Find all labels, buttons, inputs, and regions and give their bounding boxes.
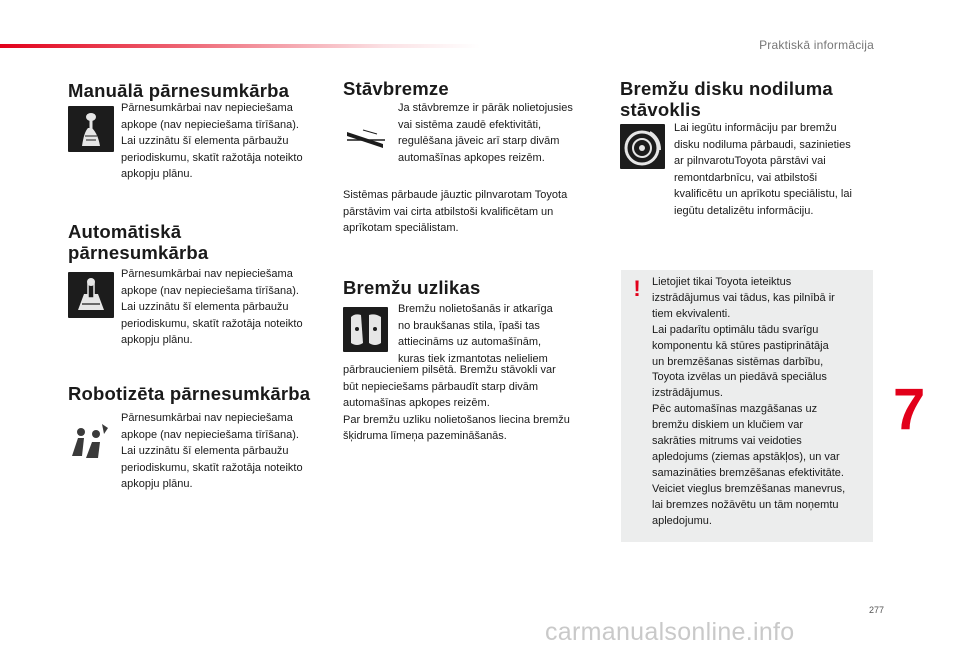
title-line: Bremžu disku nodiluma bbox=[620, 78, 833, 99]
text-line: periodiskumu, skatīt ražotāja noteikto bbox=[121, 461, 303, 474]
text-line: apledojumu. bbox=[652, 514, 712, 527]
text-line: apkope (nav nepieciešama tīrīšana). bbox=[121, 428, 299, 441]
text-line: Bremžu nolietošanās ir atkarīga bbox=[398, 303, 553, 315]
text-line: iegūtu detalizētu informāciju. bbox=[674, 204, 814, 217]
watermark: carmanualsonline.info bbox=[545, 618, 795, 646]
text-line: Lai uzzinātu šī elementa pārbaužu bbox=[121, 135, 289, 147]
brake-disc-icon bbox=[620, 124, 665, 169]
warning-icon: ! bbox=[633, 276, 641, 301]
text-line: no braukšanas stila, īpaši tas bbox=[398, 319, 540, 332]
text-line: kuras tiek izmantotas nelieliem bbox=[398, 352, 548, 365]
text-line: šķidruma līmeņa pazemināšanās. bbox=[343, 430, 507, 442]
text-line: Pārnesumkārbai nav nepieciešama bbox=[121, 412, 293, 424]
text-line: Lai iegūtu informāciju par bremžu bbox=[674, 122, 837, 134]
text-line: kvalificētu un aprīkotu speciālistu, lai bbox=[674, 188, 852, 200]
text-line: Veiciet vieglus bremzēšanas manevrus, bbox=[652, 482, 846, 495]
text-line: attiecināms uz automašīnām, bbox=[398, 336, 542, 348]
text-line: būt nepieciešams pārbaudīt starp divām bbox=[343, 380, 539, 393]
text-line: apkope (nav nepieciešama tīrīšana). bbox=[121, 118, 299, 131]
text-line: Pēc automašīnas mazgāšanas uz bbox=[652, 403, 818, 416]
text-line: Lai uzzinātu šī elementa pārbaužu bbox=[121, 445, 289, 457]
manual-gearbox-text bbox=[121, 100, 327, 183]
text-line: remontdarbnīcu, vai atbilstoši bbox=[674, 171, 818, 184]
robotized-gearbox-icon bbox=[68, 416, 114, 462]
text-line: disku nodiluma pārbaudi, sazinieties bbox=[674, 138, 851, 151]
robotized-gearbox-text bbox=[121, 410, 327, 493]
text-line: tiem ekvivalenti. bbox=[652, 307, 731, 320]
text-line: pārstāvim vai cirta atbilstoši kvalificētam un bbox=[343, 205, 554, 218]
text-line: Sistēmas pārbaude jāuztic pilnvarotam Toyota bbox=[343, 189, 568, 201]
text-line: aprīkotam speciālistam. bbox=[343, 222, 459, 234]
text-line: Lai uzzinātu šī elementa pārbaužu bbox=[121, 301, 289, 313]
text-line: bremžu diskiem un klučiem var bbox=[652, 419, 803, 432]
text-line: lai bremzes nožāvētu un tām noņemtu bbox=[652, 498, 839, 511]
title-line: pārnesumkārba bbox=[68, 242, 209, 263]
text-line: Lai padarītu optimālu tādu svarīgu bbox=[652, 323, 819, 336]
text-line: Par bremžu uzliku nolietošanos liecina bremžu bbox=[343, 413, 570, 426]
text-line: sakrāties mitrums vai veidoties bbox=[652, 435, 802, 448]
text-line: periodiskumu, skatīt ražotāja noteikto bbox=[121, 317, 303, 330]
text-line: apkopju plānu. bbox=[121, 334, 193, 346]
chapter-number: 7 bbox=[893, 377, 926, 442]
text-line: apkope (nav nepieciešama tīrīšana). bbox=[121, 284, 299, 297]
text-line: izstrādājumus. bbox=[652, 387, 723, 400]
text-line: samazināties bremzēšanas efektivitāte. bbox=[652, 466, 844, 479]
text-line: apledojums (ziemas apstākļos), un var bbox=[652, 450, 840, 463]
header-accent-bar bbox=[0, 44, 480, 48]
brake-pads-text bbox=[398, 301, 598, 367]
warning-box bbox=[621, 270, 873, 542]
text-line: Toyota izvēlas un piedāvā speciālus bbox=[652, 371, 827, 384]
warning-text bbox=[652, 275, 870, 530]
brake-pads-paragraph bbox=[343, 362, 601, 445]
automatic-gear-selector-icon bbox=[68, 272, 114, 318]
title-line: Automātiskā bbox=[68, 221, 182, 242]
text-line: komponentu kā stūres pastiprinātāja bbox=[652, 339, 829, 352]
text-line: regulēšana jāveic arī starp divām bbox=[398, 135, 560, 147]
automatic-gearbox-text bbox=[121, 266, 327, 349]
text-line: Pārnesumkārbai nav nepieciešama bbox=[121, 268, 293, 280]
parking-brake-text bbox=[398, 100, 598, 166]
parking-brake-lever-icon bbox=[343, 110, 389, 156]
section-header: Praktiskā informācija bbox=[759, 38, 874, 52]
manual-gear-lever-icon bbox=[68, 106, 114, 152]
robotized-gearbox-title: Robotizēta pārnesumkārba bbox=[68, 383, 311, 404]
text-line: apkopju plānu. bbox=[121, 478, 193, 490]
text-line: automašīnas apkopes reizēm. bbox=[343, 397, 490, 409]
page-number: 277 bbox=[868, 605, 884, 615]
parking-brake-title: Stāvbremze bbox=[343, 78, 449, 99]
text-line: un bremzēšanas sistēmas darbību, bbox=[652, 355, 824, 368]
parking-brake-paragraph bbox=[343, 187, 598, 237]
text-line: Lietojiet tikai Toyota ieteiktus bbox=[652, 276, 792, 288]
text-line: Ja stāvbremze ir pārāk nolietojusies bbox=[398, 102, 573, 114]
text-line: vai sistēma zaudē efektivitāti, bbox=[398, 118, 542, 131]
text-line: Pārnesumkārbai nav nepieciešama bbox=[121, 102, 293, 114]
automatic-gearbox-title bbox=[68, 221, 208, 263]
brake-pads-title: Bremžu uzlikas bbox=[343, 277, 481, 298]
text-line: izstrādājumus vai tādus, kas pilnībā ir bbox=[652, 291, 835, 304]
brake-discs-title bbox=[620, 78, 833, 120]
brake-discs-text bbox=[674, 120, 879, 219]
text-line: periodiskumu, skatīt ražotāja noteikto bbox=[121, 151, 303, 164]
text-line: ar pilnvarotuToyota pārstāvi vai bbox=[674, 155, 826, 167]
title-line: stāvoklis bbox=[620, 99, 701, 120]
text-line: pārbraucieniem pilsētā. Bremžu stāvokli var bbox=[343, 364, 556, 376]
text-line: automašīnas apkopes reizēm. bbox=[398, 151, 545, 164]
text-line: apkopju plānu. bbox=[121, 168, 193, 180]
manual-gearbox-title: Manuālā pārnesumkārba bbox=[68, 80, 290, 101]
brake-pads-icon bbox=[343, 307, 388, 352]
